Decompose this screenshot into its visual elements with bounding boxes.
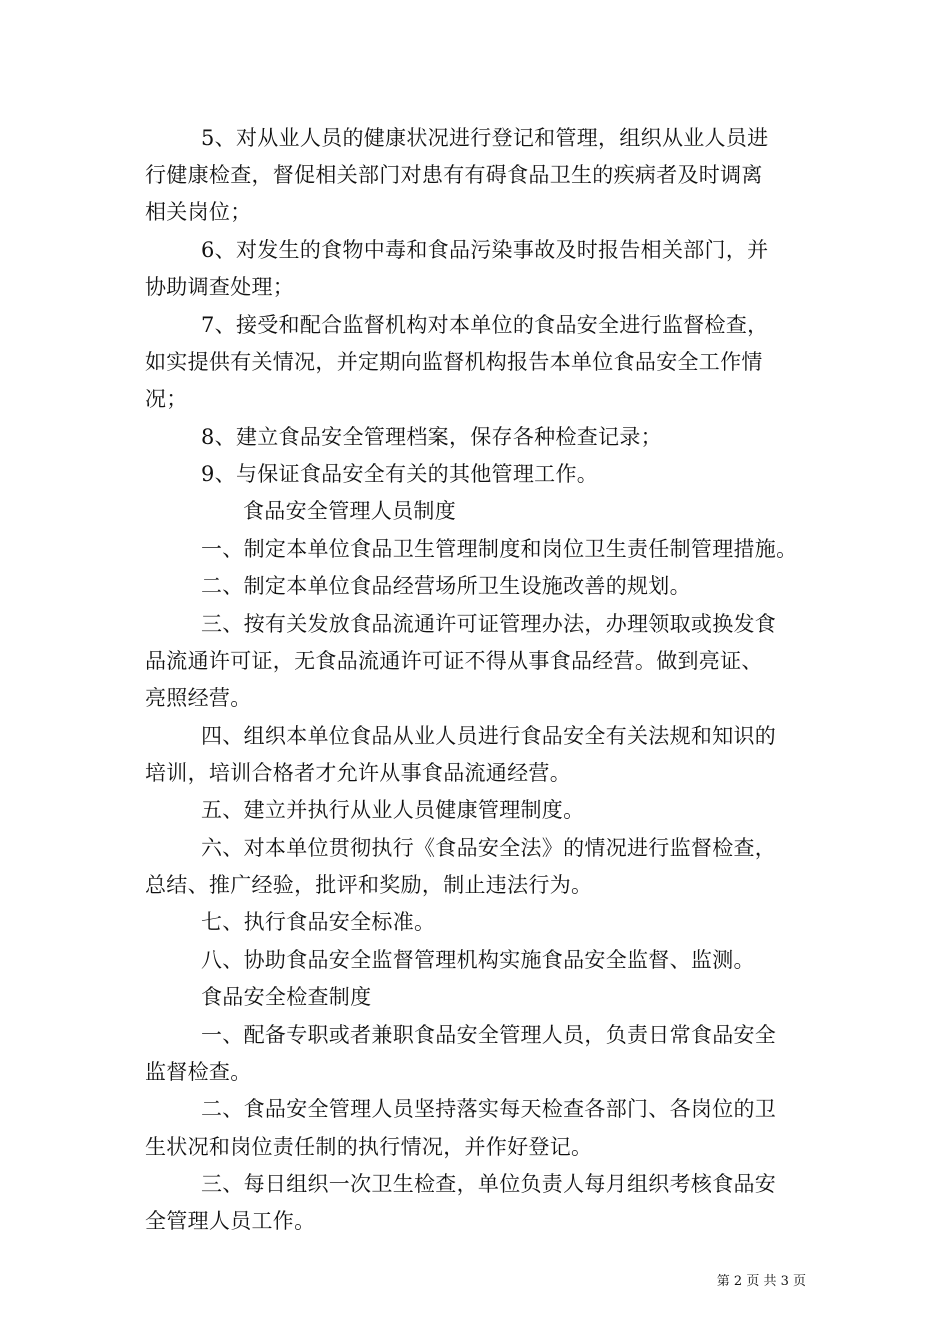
text-line: 全管理人员工作。: [145, 1209, 316, 1233]
page-number: 第 2 页 共 3 页: [716, 1274, 806, 1289]
text-line: 四、组织本单位食品从业人员进行食品安全有关法规和知识的: [201, 724, 777, 748]
text-line: 五、建立并执行从业人员健康管理制度。: [201, 798, 585, 822]
text-line: 一、制定本单位食品卫生管理制度和岗位卫生责任制管理措施。: [201, 537, 798, 561]
text-line: 相关岗位；: [145, 200, 252, 224]
text-line: 7、接受和配合监督机构对本单位的食品安全进行监督检查，: [201, 313, 769, 337]
text-line: 二、食品安全管理人员坚持落实每天检查各部门、各岗位的卫: [201, 1097, 777, 1121]
text-line: 9、与保证食品安全有关的其他管理工作。: [201, 462, 599, 486]
text-line: 8、建立食品安全管理档案，保存各种检查记录；: [201, 425, 662, 449]
text-line: 协助调查处理；: [145, 275, 295, 299]
section-heading: 食品安全检查制度: [201, 985, 372, 1009]
text-line: 六、对本单位贯彻执行《食品安全法》的情况进行监督检查，: [201, 836, 777, 860]
text-line: 培训，培训合格者才允许从事食品流通经营。: [145, 761, 571, 785]
text-line: 6、对发生的食物中毒和食品污染事故及时报告相关部门，并: [201, 238, 769, 262]
text-line: 三、按有关发放食品流通许可证管理办法，办理领取或换发食: [201, 612, 777, 636]
section-heading: 食品安全管理人员制度: [243, 499, 456, 523]
text-line: 生状况和岗位责任制的执行情况，并作好登记。: [145, 1135, 593, 1159]
text-line: 亮照经营。: [145, 686, 252, 710]
text-line: 5、对从业人员的健康状况进行登记和管理，组织从业人员进: [201, 126, 769, 150]
text-line: 况；: [145, 387, 188, 411]
text-line: 一、配备专职或者兼职食品安全管理人员，负责日常食品安全: [201, 1023, 777, 1047]
text-line: 如实提供有关情况，并定期向监督机构报告本单位食品安全工作情: [145, 350, 763, 374]
text-line: 二、制定本单位食品经营场所卫生设施改善的规划。: [201, 574, 691, 598]
text-line: 总结、推广经验，批评和奖励，制止违法行为。: [145, 873, 593, 897]
text-line: 行健康检查，督促相关部门对患有有碍食品卫生的疾病者及时调离: [145, 163, 763, 187]
text-line: 七、执行食品安全标准。: [201, 910, 436, 934]
text-line: 品流通许可证，无食品流通许可证不得从事食品经营。做到亮证、: [145, 649, 763, 673]
text-line: 八、协助食品安全监督管理机构实施食品安全监督、监测。: [201, 948, 755, 972]
text-line: 监督检查。: [145, 1060, 252, 1084]
text-line: 三、每日组织一次卫生检查，单位负责人每月组织考核食品安: [201, 1172, 777, 1196]
